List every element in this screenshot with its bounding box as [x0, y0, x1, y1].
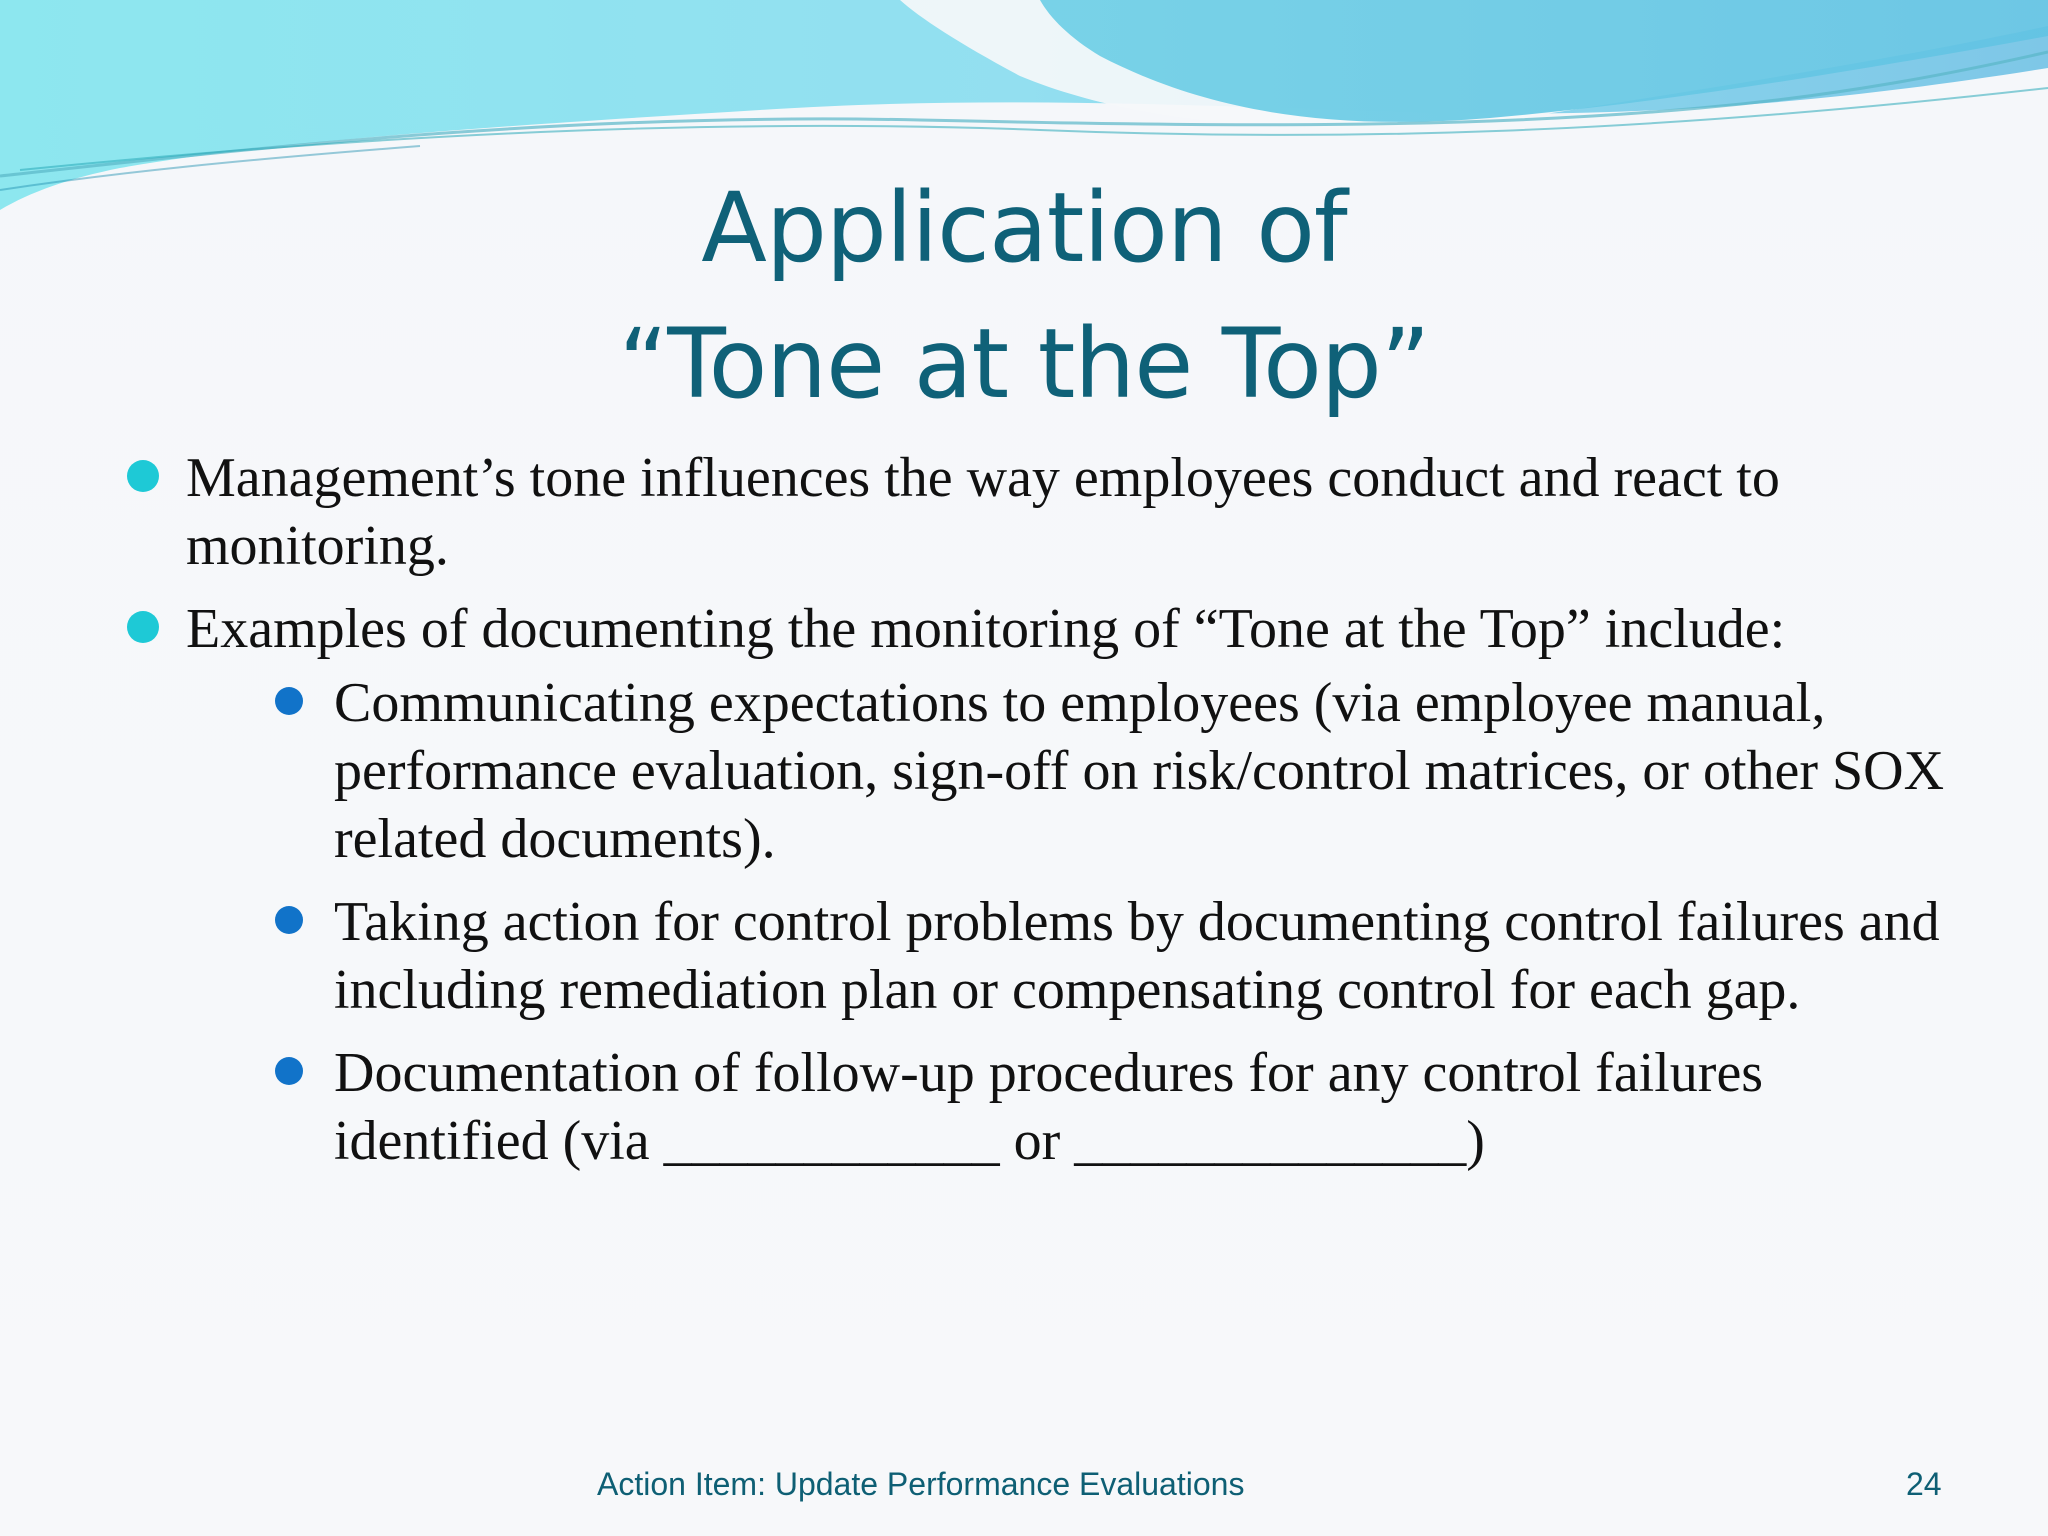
bullet-examples	[120, 595, 1950, 1175]
sub-bullet-list	[268, 669, 1950, 1175]
bullet-management-tone	[120, 444, 1950, 580]
sub-bullet-taking-action	[268, 888, 1950, 1024]
sub-bullet-text: Documentation of follow-up procedures for any control failures identified (via ____________ or ______________)	[334, 1042, 1764, 1172]
sub-bullet-communicating	[268, 669, 1950, 873]
footer-action-item: Action Item: Update Performance Evaluations	[597, 1466, 1245, 1502]
sub-bullet-documentation	[268, 1039, 1950, 1175]
title-line-1: Application of	[701, 172, 1347, 284]
bullet-text: Examples of documenting the monitoring of “Tone at the Top” include:	[186, 598, 1786, 660]
bullet-text: Management’s tone influences the way employees conduct and react to monitoring.	[186, 447, 1780, 577]
sub-bullet-dot-icon	[275, 906, 303, 934]
title-line-2: “Tone at the Top”	[618, 308, 1430, 420]
sub-bullet-dot-icon	[275, 1057, 303, 1085]
sub-bullet-text: Taking action for control problems by documenting control failures and including remediation plan or compensating control for each gap.	[334, 891, 1940, 1021]
content-area	[120, 444, 1950, 1190]
page-number: 24	[1906, 1466, 1942, 1502]
sub-bullet-text: Communicating expectations to employees (via employee manual, performance evaluation, sign-off on risk/control matrices, or other SOX related documents).	[334, 672, 1945, 870]
sub-bullet-dot-icon	[275, 687, 303, 715]
slide-title	[0, 160, 2048, 432]
bullet-dot-icon	[127, 611, 159, 643]
bullet-dot-icon	[127, 460, 159, 492]
